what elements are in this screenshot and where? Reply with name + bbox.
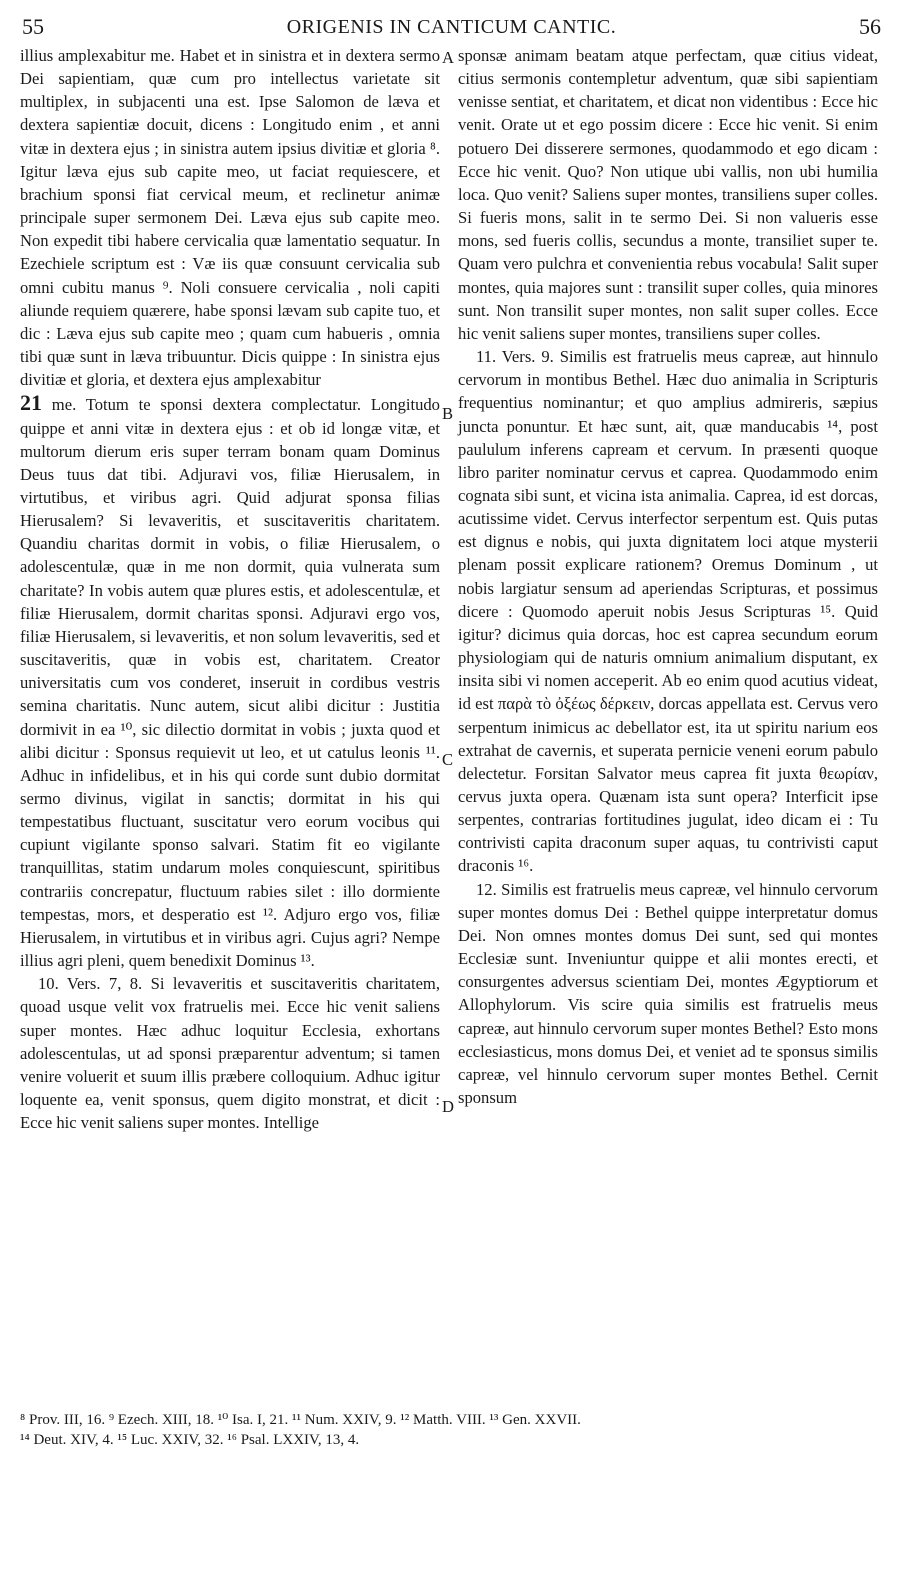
running-title: ORIGENIS IN CANTICUM CANTIC. (286, 16, 617, 38)
margin-letter-d: D (442, 1097, 454, 1116)
margin-letter-c: C (442, 750, 454, 769)
left-paragraph-1: illius amplexabitur me. Habet et in sinistra et in dextera sermo Dei sapientiam, quæ cum pro intellectus varietate sit multiplex, in subjacenti una est. Ipse Salomon de læva et dextera sapientiæ docuit, dicens : Longitudo enim , et anni vitæ in dextera ejus ; in sinistra autem ipsius divitiæ et gloria ⁸. Igitur læva ejus sub capite meo, ut faciat requiescere, et brachium sponsi fiat cervical meum, et reclinetur animæ principale super sermonem Dei. Læva ejus sub capite meo. Non expedit tibi habere cervicalia quæ lamentatio sequatur. In Ezechiele scriptum est : Væ iis quæ consuunt cervicalia sub omni cubitu manus ⁹. Noli consuere cervicalia , noli capiti aliunde requiem quærere, habe sponsi lævam sub capite tuo, et dic : Læva ejus sub capite meo ; quam cum habueris , omnia tibi quæ sunt in læva tribuuntur. Dicis quippe : In sinistra ejus divitiæ et gloria, et dextera ejus amplexabitur (20, 46, 440, 390)
margin-letter-a: A (442, 48, 454, 67)
margin-letter-b: B (442, 404, 454, 423)
footnotes-line-2: ¹⁴ Deut. XIV, 4. ¹⁵ Luc. XXIV, 32. ¹⁶ Psal. LXXIV, 13, 4. (20, 1432, 360, 1448)
right-paragraph-1: sponsæ animam beatam atque perfectam, quæ citius videat, citius sermonis contempletur adventum, quæ sibi sapientiam venisse sentiat, et charitatem, et dicat non videntibus : Ecce hic venit. Orate ut et ego possim dicere : Ecce hic venit. Si enim potuero Dei disserere sermones, quodammodo et ego dicam : Ecce hic venit. Quo? Non utique ubi vallis, non ubi humilia loca. Quo venit? Saliens super montes, transiliens super colles. Si fueris mons, salit in te sermo Dei. Si non valueris esse mons, sed fueris collis, secundus a monte, transiliet super te. Quam vero pulchra et convenientia rebus vocabula! Salit super montes, quia majores sunt : transilit super colles, quia minores sunt. Non transilit super montes, non salit super colles. Ecce hic venit saliens super montes, transiliens super colles. (458, 46, 878, 343)
section-number-21: 21 (20, 390, 42, 416)
right-paragraph-2: 11. Vers. 9. Similis est fratruelis meus capreæ, aut hinnulo cervorum in montibus Bethel. Hæc duo animalia in Scripturis frequentius nominantur; et quo amplius admireris, sæpius juncta ponuntur. Et hæc sunt, ait, quæ manducabis ¹⁴, post paululum inferens capream et cervum. In præsenti quoque libro pariter nominatur cervus et caprea. Quodammodo enim cognata sibi sunt, et vicina ista animalia. Caprea, id est dorcas, acutissime videt. Cervus interfector serpentum est. Quis putas est dignus e nobis, qui juxta dignitatem loci atque mysterii plenam possit explicare rationem? Oremus Dominum , ut nobis largiatur sensum ad aperiendas Scripturas, et possimus dicere : Quomodo aperuit nobis Jesus Scripturas ¹⁵. Quid igitur? dicimus quia dorcas, hoc est caprea secundum eorum physiologiam qui de naturis omnium animalium disputant, ex insita sibi vi nomen acceperit. Ab eo enim quod acutius videat, id est παρὰ τὸ ὀξέως δέρκειν, dorcas appellata est. Cervus vero serpentum inimicus ac debellator est, ita ut spiritu narium eos extrahat de cavernis, et superata pernicie veneni eorum pabulo delectetur. Forsitan Salvator meus caprea fit juxta θεωρίαν, cervus juxta opera. Quænam ista sunt opera? Interficit ipse serpentes, contrarias fortitudines jugulat, ideo dicam ei : Tu contrivisti capita draconum super aquas, tu contrivisti caput draconis ¹⁶. (458, 347, 878, 876)
left-paragraph-3: 10. Vers. 7, 8. Si levaveritis et suscitaveritis charitatem, quoad usque velit vox fratruelis mei. Ecce hic venit saliens super montes. Hæc adhuc loquitur Ecclesia, exhortans adolescentulas, ut ad sponsi præparentur adventum; si tamen venire voluerit et suum illis præbere colloquium. Adhuc igitur loquente ea, venit sponsus, quem digito monstrat, et dicit : Ecce hic venit saliens super montes. Intellige (20, 974, 440, 1133)
footnotes (20, 1410, 880, 1450)
running-header (22, 14, 881, 42)
left-paragraph-2: me. Totum te sponsi dextera complectatur. Longitudo quippe et anni vitæ in dextera ejus : et ob id longæ vitæ, et multorum dierum eris super terram bonam quam Dominus Deus tuus dat tibi. Adjuravi vos, filiæ Hierusalem, in virtutibus, et viribus agri. Quid adjurat sponsa filias Hierusalem? Si levaveritis, et suscitaveritis charitatem. Quandiu charitas dormit in vobis, o filiæ Hierusalem, o adolescentulæ, quæ in me non dormit, quia vulnerata sum charitate? In vobis autem quæ plures estis, et adolescentulæ, et filiæ Hierusalem, dormit charitas sponsi. Adjuravi ergo vos, filiæ Hierusalem, si levaveritis, et non solum levaveritis, sed et suscitaveritis, quæ in vobis est, charitatem. Creator universitatis cum vos conderet, inseruit in cordibus vestris semina charitatis. Nunc autem, sicut alibi dicitur : Justitia dormivit in ea ¹⁰, sic dilectio dormitat in vobis ; juxta quod et alibi dicitur : Sponsus requievit ut leo, et ut catulus leonis ¹¹. Adhuc in infidelibus, et in his qui corde sunt dubio dormitat sermo divinus, vigilat in sanctis; dormitat in his qui tempestatibus fluctuant, suscitatur vero eorum vocibus qui cupiunt vigilante sponso salvari. Statim fit eo vigilante tranquillitas, statim undarum moles conquiescunt, spiritibus contrariis concrepatur, fluctuum rabies silet : illo dormiente tempestas, mors, et desperatio est ¹². Adjuro ergo vos, filiæ Hierusalem, in virtutibus et in viribus agri. Cujus agri? Nempe illius agri pleni, quem benedixit Dominus ¹³. (20, 395, 440, 971)
page-number-left: 55 (22, 14, 44, 39)
page-number-right: 56 (859, 14, 881, 39)
left-column (20, 44, 440, 1134)
right-column (458, 44, 878, 1109)
footnotes-line-1: ⁸ Prov. III, 16. ⁹ Ezech. XIII, 18. ¹⁰ Isa. I, 21. ¹¹ Num. XXIV, 9. ¹² Matth. VIII. ¹³ Gen. XXVII. (20, 1412, 581, 1428)
right-paragraph-3: 12. Similis est fratruelis meus capreæ, vel hinnulo cervorum super montes domus Dei : Bethel quippe interpretatur domus Dei. Non omnes montes domus Dei sunt, sed qui montes Ecclesiæ sunt. Inveniuntur quippe et alii montes erecti, et consurgentes adversus scientiam Dei, montes Ægyptiorum et Allophylorum. Vis scire quia similis est fratruelis meus capreæ, aut hinnulo cervorum super montes Bethel? Esto mons ecclesiasticus, mons domus Dei, et veniet ad te sponsus similis capreæ, vel hinnulo cervorum super montes Bethel. Cernit sponsum (458, 879, 878, 1108)
